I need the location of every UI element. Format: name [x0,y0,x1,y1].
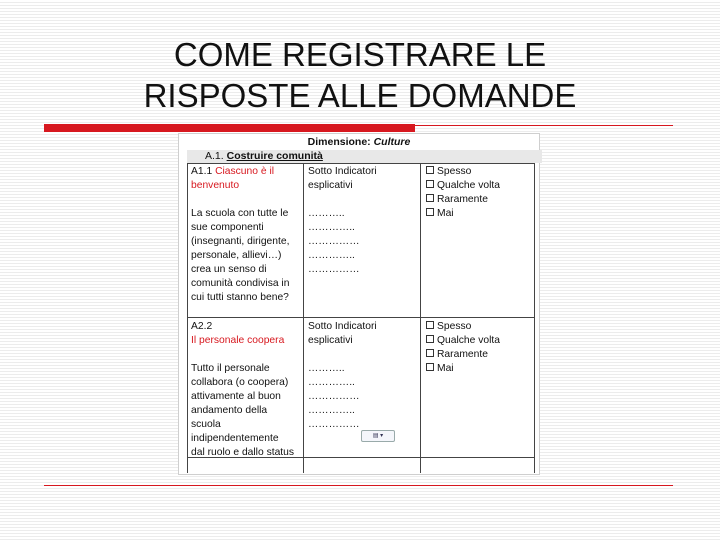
indicator-placeholder: ………….. [308,405,355,416]
question-line: andamento della [191,405,268,416]
checkbox-icon [426,194,434,202]
question-line: crea un senso di [191,264,267,275]
indicators-label: Sotto Indicatori [308,321,377,332]
table-row-item-cell [191,320,301,460]
indicators-label: Sotto Indicatori [308,166,377,177]
subsection-title: Costruire comunità [226,150,323,162]
indicators-label: esplicativi [308,180,353,191]
indicator-placeholder: ………….. [308,222,355,233]
frequency-option[interactable]: Mai [426,207,531,221]
checkbox-icon [426,321,434,329]
question-line: dal ruolo e dallo status [191,447,295,458]
item-heading: Il personale coopera [191,335,285,346]
indicator-placeholder: …………… [308,419,360,430]
question-line: personale, allievi…) [191,250,282,261]
indicator-placeholder: ………….. [308,377,355,388]
question-line: scuola [191,419,221,430]
table-border [187,163,535,164]
question-line: collabora (o coopera) [191,377,289,388]
questionnaire-table [187,163,535,473]
question-line: comunità condivisa in [191,278,290,289]
frequency-option[interactable]: Qualche volta [426,334,531,348]
frequency-option[interactable]: Qualche volta [426,179,531,193]
dimension-header [179,136,539,148]
frequency-option[interactable]: Spesso [426,165,531,179]
table-divider [303,163,304,473]
questionnaire-excerpt [178,133,540,475]
dimension-prefix: Dimensione: [307,136,371,148]
table-border [534,163,535,473]
table-row-item-cell [191,165,301,305]
dimension-name: Culture [373,136,411,148]
table-row-options-cell [426,165,531,221]
indicator-placeholder: …………… [308,391,360,402]
indicator-placeholder: ……….. [308,208,345,219]
question-line: cui tutti stanno bene? [191,292,289,303]
title-underline-line [415,125,673,126]
question-line: Tutto il personale [191,363,270,374]
indicator-placeholder: …………… [308,236,360,247]
frequency-option[interactable]: Spesso [426,320,531,334]
checkbox-icon [426,363,434,371]
title-underline-bar [44,124,415,132]
table-border [187,163,188,473]
checkbox-icon [426,208,434,216]
subsection-header [187,150,542,163]
table-divider [187,317,535,318]
subsection-code: A.1. [205,150,224,162]
question-line: (insegnanti, dirigente, [191,236,290,247]
footer-line [44,485,673,486]
checkbox-icon [426,166,434,174]
question-line: attivamente al buon [191,391,281,402]
table-divider [420,163,421,473]
slide-title [60,34,660,116]
indicator-placeholder: ……….. [308,363,345,374]
frequency-option[interactable]: Mai [426,362,531,376]
checkbox-icon [426,180,434,188]
table-row-options-cell [426,320,531,376]
question-line: sue componenti [191,222,264,233]
paste-options-icon[interactable]: ▤ ▾ [361,430,395,442]
item-heading: Ciascuno è il benvenuto [191,166,275,191]
indicator-placeholder: ………….. [308,250,355,261]
indicators-label: esplicativi [308,335,353,346]
slide-title-line-2: RISPOSTE ALLE DOMANDE [143,77,577,114]
frequency-option[interactable]: Raramente [426,348,531,362]
checkbox-icon [426,349,434,357]
table-row-indicators-cell [308,165,418,277]
checkbox-icon [426,335,434,343]
item-code: A2.2 [191,321,213,332]
table-row-indicators-cell [308,320,418,432]
question-line: La scuola con tutte le [191,208,289,219]
question-line: indipendentemente [191,433,279,444]
frequency-option[interactable]: Raramente [426,193,531,207]
slide-title-line-1: COME REGISTRARE LE [173,36,547,73]
item-code: A1.1 [191,166,213,177]
indicator-placeholder: …………… [308,264,360,275]
